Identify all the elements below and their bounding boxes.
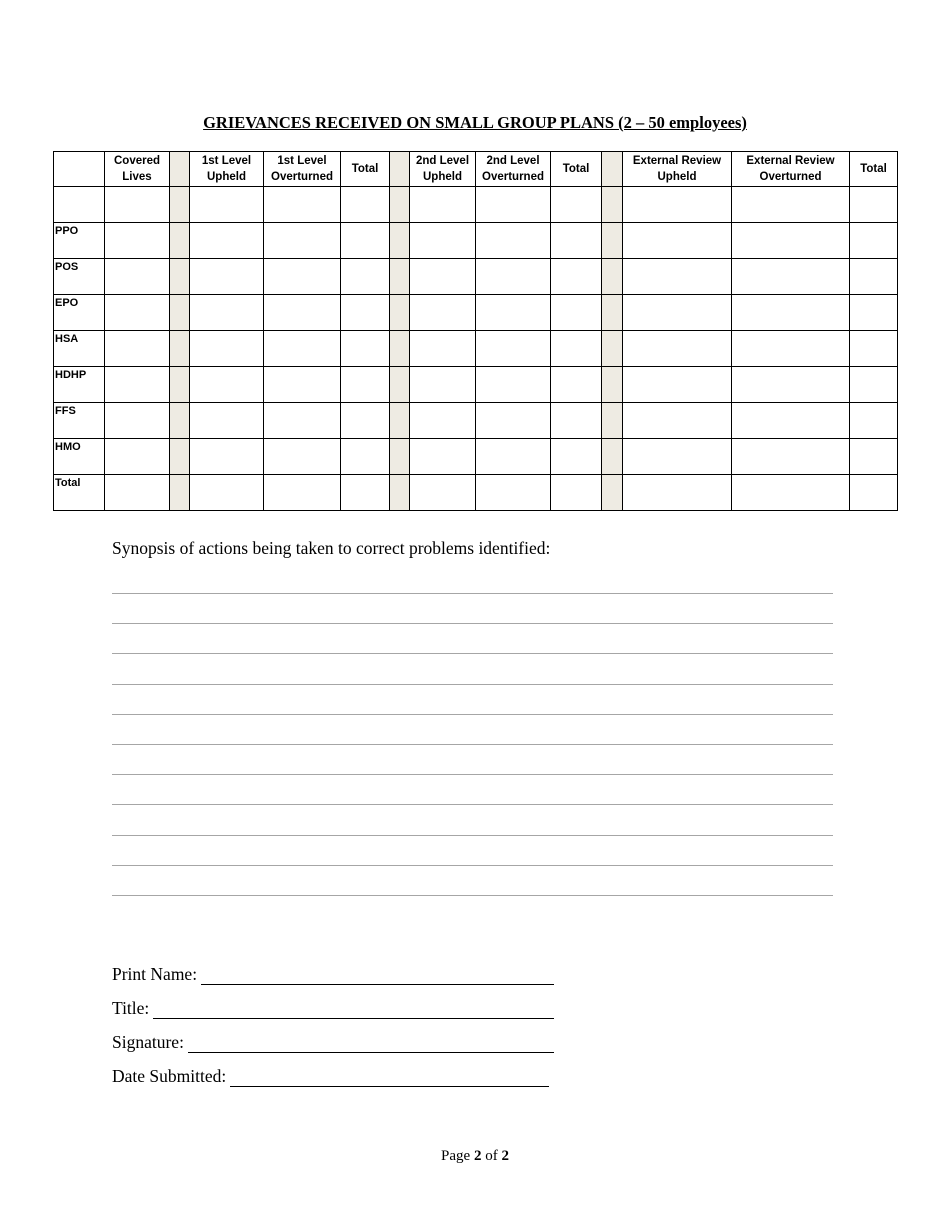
row-label: HMO <box>54 439 105 475</box>
table-row <box>54 259 898 295</box>
header-2nd-level-overturned: 2nd Level Overturned <box>476 152 551 187</box>
signature-field[interactable] <box>188 1032 554 1053</box>
column-separator <box>170 259 190 295</box>
header-1st-level-upheld: 1st Level Upheld <box>190 152 264 187</box>
table-cell[interactable] <box>410 475 476 511</box>
table-cell[interactable] <box>551 259 602 295</box>
column-separator <box>170 439 190 475</box>
column-separator <box>390 367 410 403</box>
column-separator <box>602 475 623 511</box>
column-separator <box>602 259 623 295</box>
synopsis-line[interactable] <box>112 895 833 896</box>
table-cell[interactable] <box>341 295 390 331</box>
table-cell[interactable] <box>190 439 264 475</box>
table-cell[interactable] <box>850 475 898 511</box>
header-1st-level-total: Total <box>341 152 390 187</box>
table-cell[interactable] <box>410 439 476 475</box>
table-cell[interactable] <box>105 403 170 439</box>
table-cell[interactable] <box>341 475 390 511</box>
table-cell[interactable] <box>105 187 170 223</box>
table-cell[interactable] <box>551 367 602 403</box>
of-word: of <box>485 1148 498 1164</box>
column-separator <box>390 187 410 223</box>
table-cell[interactable] <box>341 367 390 403</box>
synopsis-line[interactable] <box>112 653 833 654</box>
synopsis-label: Synopsis of actions being taken to correct problems identified: <box>112 538 551 558</box>
row-label: POS <box>54 259 105 295</box>
header-external-review-upheld: External Review Upheld <box>623 152 732 187</box>
table-cell[interactable] <box>551 295 602 331</box>
table-cell[interactable] <box>732 403 850 439</box>
table-row <box>54 475 898 511</box>
column-separator <box>170 475 190 511</box>
table-cell[interactable] <box>105 475 170 511</box>
table-cell[interactable] <box>264 331 341 367</box>
grievance-table <box>53 151 898 511</box>
title-row <box>112 997 554 1019</box>
title-label: Title: <box>112 998 150 1018</box>
table-cell[interactable] <box>105 259 170 295</box>
table-row <box>54 187 898 223</box>
column-separator <box>390 295 410 331</box>
column-separator <box>602 331 623 367</box>
synopsis-line[interactable] <box>112 744 833 745</box>
column-separator <box>602 187 623 223</box>
synopsis-line[interactable] <box>112 865 833 866</box>
table-cell[interactable] <box>850 403 898 439</box>
table-cell[interactable] <box>476 367 551 403</box>
table-cell[interactable] <box>190 295 264 331</box>
table-header-row <box>54 152 898 187</box>
table-cell[interactable] <box>623 475 732 511</box>
table-cell[interactable] <box>264 295 341 331</box>
table-cell[interactable] <box>732 475 850 511</box>
table-cell[interactable] <box>190 475 264 511</box>
header-1st-level-overturned: 1st Level Overturned <box>264 152 341 187</box>
table-row <box>54 367 898 403</box>
table-cell[interactable] <box>476 475 551 511</box>
synopsis-line[interactable] <box>112 593 833 594</box>
table-cell[interactable] <box>623 295 732 331</box>
table-row <box>54 331 898 367</box>
table-cell[interactable] <box>264 439 341 475</box>
table-cell[interactable] <box>732 187 850 223</box>
table-cell[interactable] <box>190 331 264 367</box>
table-cell[interactable] <box>341 439 390 475</box>
table-cell[interactable] <box>410 223 476 259</box>
table-cell[interactable] <box>623 367 732 403</box>
row-label: Total <box>54 475 105 511</box>
column-separator <box>170 152 190 187</box>
table-cell[interactable] <box>732 223 850 259</box>
print-name-field[interactable] <box>201 964 554 985</box>
column-separator <box>602 439 623 475</box>
table-cell[interactable] <box>410 403 476 439</box>
table-cell[interactable] <box>190 259 264 295</box>
table-cell[interactable] <box>105 295 170 331</box>
page-total: 2 <box>501 1148 509 1164</box>
table-cell[interactable] <box>190 187 264 223</box>
table-cell[interactable] <box>850 187 898 223</box>
table-cell[interactable] <box>551 403 602 439</box>
table-cell[interactable] <box>623 259 732 295</box>
table-cell[interactable] <box>341 259 390 295</box>
column-separator <box>390 152 410 187</box>
table-cell[interactable] <box>732 295 850 331</box>
table-cell[interactable] <box>410 259 476 295</box>
synopsis-line[interactable] <box>112 623 833 624</box>
column-separator <box>602 152 623 187</box>
table-cell[interactable] <box>264 259 341 295</box>
table-cell[interactable] <box>410 295 476 331</box>
row-label: FFS <box>54 403 105 439</box>
signature-label: Signature: <box>112 1032 184 1052</box>
table-cell[interactable] <box>551 475 602 511</box>
column-separator <box>602 403 623 439</box>
table-cell[interactable] <box>623 187 732 223</box>
date-submitted-field[interactable] <box>230 1066 549 1087</box>
table-cell[interactable] <box>551 187 602 223</box>
table-cell[interactable] <box>850 439 898 475</box>
table-cell[interactable] <box>341 331 390 367</box>
column-separator <box>390 475 410 511</box>
table-cell[interactable] <box>410 331 476 367</box>
table-cell[interactable] <box>623 223 732 259</box>
table-cell[interactable] <box>551 331 602 367</box>
signature-row <box>112 1031 554 1053</box>
row-label <box>54 187 105 223</box>
table-cell[interactable] <box>732 439 850 475</box>
column-separator <box>170 331 190 367</box>
table-cell[interactable] <box>732 331 850 367</box>
table-cell[interactable] <box>551 223 602 259</box>
column-separator <box>170 367 190 403</box>
header-covered-lives: Covered Lives <box>105 152 170 187</box>
page-word: Page <box>441 1148 471 1164</box>
table-cell[interactable] <box>850 295 898 331</box>
synopsis-line[interactable] <box>112 835 833 836</box>
table-cell[interactable] <box>623 403 732 439</box>
column-separator <box>390 439 410 475</box>
table-cell[interactable] <box>105 223 170 259</box>
column-separator <box>390 331 410 367</box>
print-name-row <box>112 963 554 985</box>
row-label: HDHP <box>54 367 105 403</box>
table-row <box>54 295 898 331</box>
table-row <box>54 439 898 475</box>
title-field[interactable] <box>153 998 554 1019</box>
table-cell[interactable] <box>105 331 170 367</box>
table-cell[interactable] <box>623 439 732 475</box>
row-label: PPO <box>54 223 105 259</box>
table-cell[interactable] <box>341 223 390 259</box>
header-external-review-overturned: External Review Overturned <box>732 152 850 187</box>
table-row <box>54 403 898 439</box>
table-cell[interactable] <box>476 331 551 367</box>
table-cell[interactable] <box>476 295 551 331</box>
column-separator <box>602 367 623 403</box>
table-row <box>54 223 898 259</box>
page-title: GRIEVANCES RECEIVED ON SMALL GROUP PLANS (2 – 50 employees) <box>203 113 747 132</box>
header-plan-type <box>54 152 105 187</box>
table-cell[interactable] <box>850 259 898 295</box>
header-external-review-total: Total <box>850 152 898 187</box>
row-label: HSA <box>54 331 105 367</box>
date-submitted-label: Date Submitted: <box>112 1066 227 1086</box>
table-cell[interactable] <box>476 259 551 295</box>
table-cell[interactable] <box>264 187 341 223</box>
table-cell[interactable] <box>190 223 264 259</box>
synopsis-line[interactable] <box>112 684 833 685</box>
table-cell[interactable] <box>190 367 264 403</box>
column-separator <box>602 295 623 331</box>
column-separator <box>390 259 410 295</box>
column-separator <box>170 295 190 331</box>
row-label: EPO <box>54 295 105 331</box>
table-cell[interactable] <box>850 367 898 403</box>
table-cell[interactable] <box>264 475 341 511</box>
synopsis-line[interactable] <box>112 804 833 805</box>
table-cell[interactable] <box>476 403 551 439</box>
table-cell[interactable] <box>105 439 170 475</box>
table-cell[interactable] <box>341 187 390 223</box>
synopsis-line[interactable] <box>112 774 833 775</box>
table-cell[interactable] <box>476 187 551 223</box>
table-cell[interactable] <box>476 439 551 475</box>
table-cell[interactable] <box>551 439 602 475</box>
table-cell[interactable] <box>341 403 390 439</box>
table-cell[interactable] <box>623 331 732 367</box>
header-2nd-level-upheld: 2nd Level Upheld <box>410 152 476 187</box>
table-cell[interactable] <box>850 223 898 259</box>
table-cell[interactable] <box>264 367 341 403</box>
column-separator <box>602 223 623 259</box>
column-separator <box>390 223 410 259</box>
date-submitted-row <box>112 1065 549 1087</box>
table-cell[interactable] <box>264 223 341 259</box>
print-name-label: Print Name: <box>112 964 198 984</box>
column-separator <box>170 187 190 223</box>
header-2nd-level-total: Total <box>551 152 602 187</box>
table-cell[interactable] <box>264 403 341 439</box>
table-cell[interactable] <box>410 367 476 403</box>
table-cell[interactable] <box>732 259 850 295</box>
table-cell[interactable] <box>410 187 476 223</box>
table-cell[interactable] <box>105 367 170 403</box>
table-cell[interactable] <box>850 331 898 367</box>
column-separator <box>170 223 190 259</box>
page-footer <box>0 1148 950 1165</box>
table-cell[interactable] <box>190 403 264 439</box>
column-separator <box>170 403 190 439</box>
column-separator <box>390 403 410 439</box>
table-cell[interactable] <box>732 367 850 403</box>
table-cell[interactable] <box>476 223 551 259</box>
page-current: 2 <box>473 1148 482 1164</box>
synopsis-line[interactable] <box>112 714 833 715</box>
